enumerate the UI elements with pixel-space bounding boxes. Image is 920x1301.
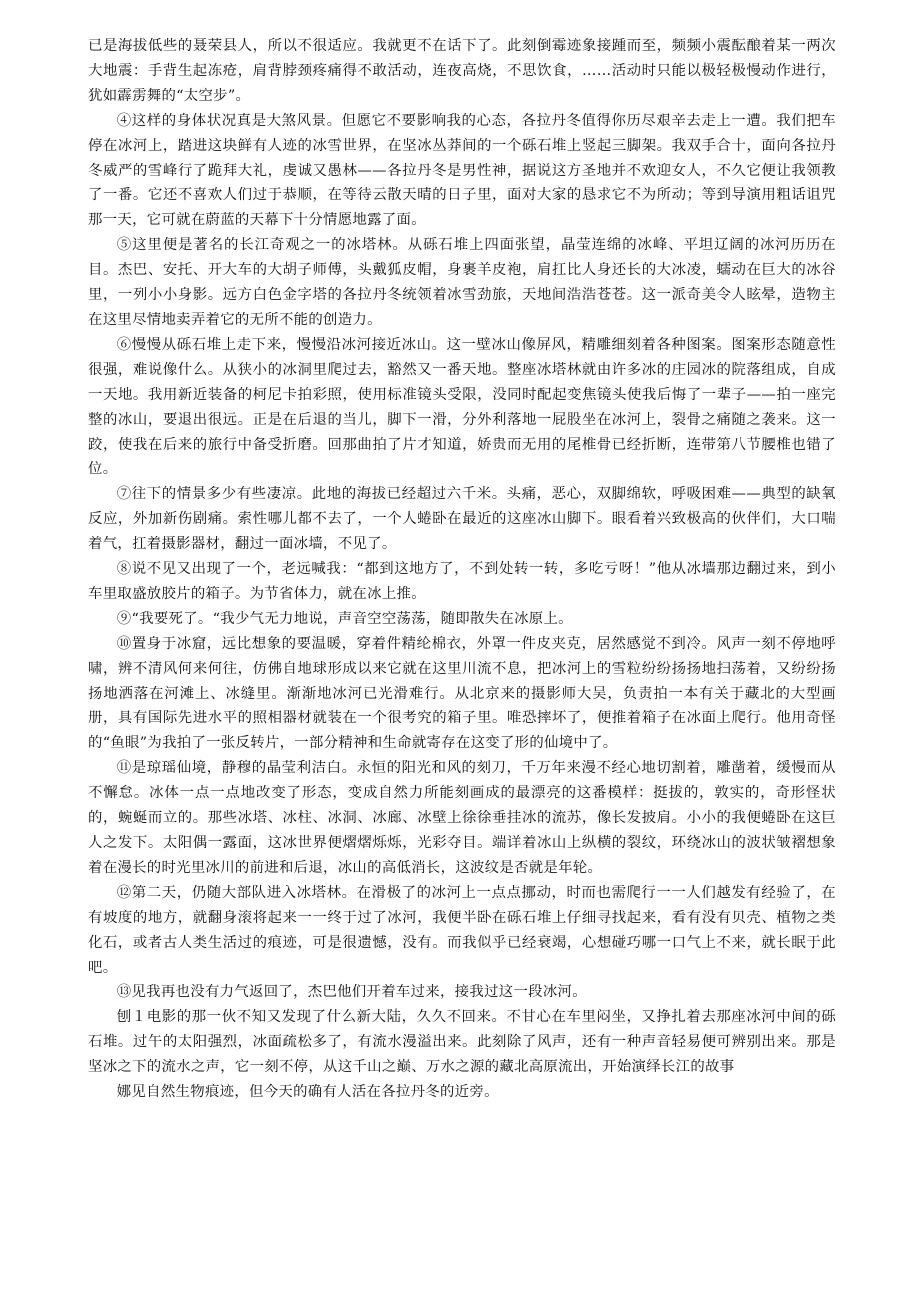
paragraph-4: ④这样的身体状况真是大煞风景。但愿它不要影响我的心态，各拉丹冬值得你历尽艰辛去走上一遭。我们把车停在冰河上，踏进这块鲜有人迹的冰雪世界，在坚冰丛莽间的一个砾石堆上竖起三脚架。我双手合十，面向各拉丹冬威严的雪峰行了跪拜大礼，虔诚又愚林——各拉丹冬是男性神，据说这方圣地并不欢迎女人，不久它便让我领教了一番。它还不喜欢人们过于恭顺，在等待云散天晴的日子里，面对大家的恳求它不为所动；等到导演用粗话诅咒那一天，它可就在蔚蓝的天幕下十分情愿地露了面。 — [88, 112, 836, 229]
paragraph-15: 娜见自然生物痕迹，但今天的确有人活在各拉丹冬的近旁。 — [116, 1084, 499, 1101]
paragraph-10: ⑩置身于冰窟，远比想象的要温暖，穿着件精纶棉衣，外罩一件皮夹克，居然感觉不到冷。风声一刻不停地呼啸，辨不清风何来何往，仿佛自地球形成以来它就在这里川流不息，把冰河上的雪粒纷纷扬扬地扫荡着，又纷纷扬扬地洒落在河滩上、冰缝里。渐渐地冰河已光滑难行。从北京来的摄影师大吴，负责拍一本有关于藏北的大型画册，具有国际先进水平的照相器材就装在一个很考究的箱子里。唯恐摔坏了，便推着箱子在冰面上爬行。他用奇怪的“鱼眼”为我拍了一张反转片，一部分精神和生命就寄存在这变了形的仙境中了。 — [88, 635, 836, 752]
paragraph-8: ⑧说不见又出现了一个，老远喊我：“都到这地方了，不到处转一转，多吃亏呀！”他从冰墙那边翻过来，到小车里取盛放胶片的箱子。为节省体力，就在冰上推。 — [88, 561, 836, 602]
paragraph-6: ⑥慢慢从砾石堆上走下来，慢慢沿冰河接近冰山。这一壁冰山像屏风，精雕细刻着各种图案。图案形态随意性很强，难说像什么。从狭小的冰洞里爬过去，豁然又一番天地。整座冰塔林就由许多冰的庄园冰的院落组成，自成一天地。我用新近装备的柯尼卡拍彩照，使用标准镜头受限，没同时配起变焦镜头使我后悔了一辈子——拍一座完整的冰山，要退出很远。正是在后退的当儿，脚下一滑，分外利落地一屁股坐在冰河上，裂骨之痛随之袭来。这一跤，使我在后来的旅行中备受折磨。回那曲拍了片才知道，娇贵而无用的尾椎骨已经折断，连带第八节腰椎也错了位。 — [88, 336, 836, 478]
paragraph-14: 刨１电影的那一伙不知又发现了什么新大陆，久久不回来。不甘心在车里闷坐，又挣扎着去那座冰河中间的砾石堆。过午的太阳强烈，冰面疏松多了，有流水漫溢出来。此刻除了风声，还有一种声音轻易便可辨别出来。那是坚冰之下的流水之声，它一刻不停，从这千山之巅、万水之源的藏北高原流出，开始演绎长江的故事 — [88, 1009, 836, 1076]
paragraph-11: ⑪是琼瑶仙境，静穆的晶莹利洁白。永恒的阳光和风的刻刀，千万年来漫不经心地切割着，雕凿着，缓慢而从不懈怠。冰体一点一点地改变了形态，变成自然力所能刻画成的最漂亮的这番模样：挺拔的，敦实的，奇形怪状的，蜿蜒而立的。那些冰塔、冰柱、冰洞、冰廊、冰壁上徐徐垂挂冰的流苏，像长发披肩。小小的我便蜷卧在这巨人之发下。太阳偶一露面，这冰世界便熠熠烁烁，光彩夺目。端详着冰山上纵横的裂纹，环绕冰山的波状皱褶想象着在漫长的时光里冰川的前进和后退，冰山的高低消长，这波纹是否就是年轮。 — [88, 760, 836, 876]
paragraph-9: ⑨“我要死了。“我少气无力地说，声音空空荡荡，随即散失在冰原上。 — [116, 610, 573, 627]
paragraph-12: ⑫第二天，仍随大部队进入冰塔林。在滑极了的冰河上一点点挪动，时而也需爬行一一人们越发有经验了，在有坡度的地方，就翻身滚将起来一一终于过了冰河，我便半卧在砾石堆上仔细寻找起来，看有没有贝壳、植物之类化石，或者古人类生活过的痕迹，可是很遗憾，没有。而我似乎已经衰竭，心想碰巧哪一口气上不来，就长眠于此吧。 — [88, 884, 836, 976]
document-page — [88, 34, 836, 1105]
paragraph-13: ⑬见我再也没有力气返回了，杰巴他们开着车过来，接我过这一段冰河。 — [116, 984, 587, 1001]
paragraph-7: ⑦往下的情景多少有些凄凉。此地的海拔已经超过六千米。头痛，恶心，双脚绵软，呼吸困难——典型的缺氧反应，外加新伤剧痛。索性哪儿都不去了，一个人蜷卧在最近的这座冰山脚下。眼看着兴致极高的伙伴们，大口喘着气，扛着摄影器材，翻过一面冰墙，不见了。 — [88, 486, 836, 553]
paragraph-1: 已是海拔低些的聂荣县人，所以不很适应。我就更不在话下了。此刻倒霉迹象接踵而至，频频小震酝酿着某一两次大地震：手背生起冻疮，肩背脖颈疼痛得不敢活动，连夜高烧，不思饮食，……活动时只能以极轻极慢动作进行，犹如霹雳舞的“太空步”。 — [88, 38, 836, 104]
paragraph-5: ⑤这里便是著名的长江奇观之一的冰塔林。从砾石堆上四面张望，晶莹连绵的冰峰、平坦辽阔的冰河历历在目。杰巴、安托、开大车的大胡子师傅，头戴狐皮帽，身裹羊皮袍，肩扛比人身还长的大冰凌，蠕动在巨大的冰谷里，一列小小身影。远方白色金字塔的各拉丹冬统领着冰雪劲旅，天地间浩浩苍苍。这一派奇美令人眩晕，造物主在这里尽情地卖弄着它的无所不能的创造力。 — [88, 237, 836, 328]
